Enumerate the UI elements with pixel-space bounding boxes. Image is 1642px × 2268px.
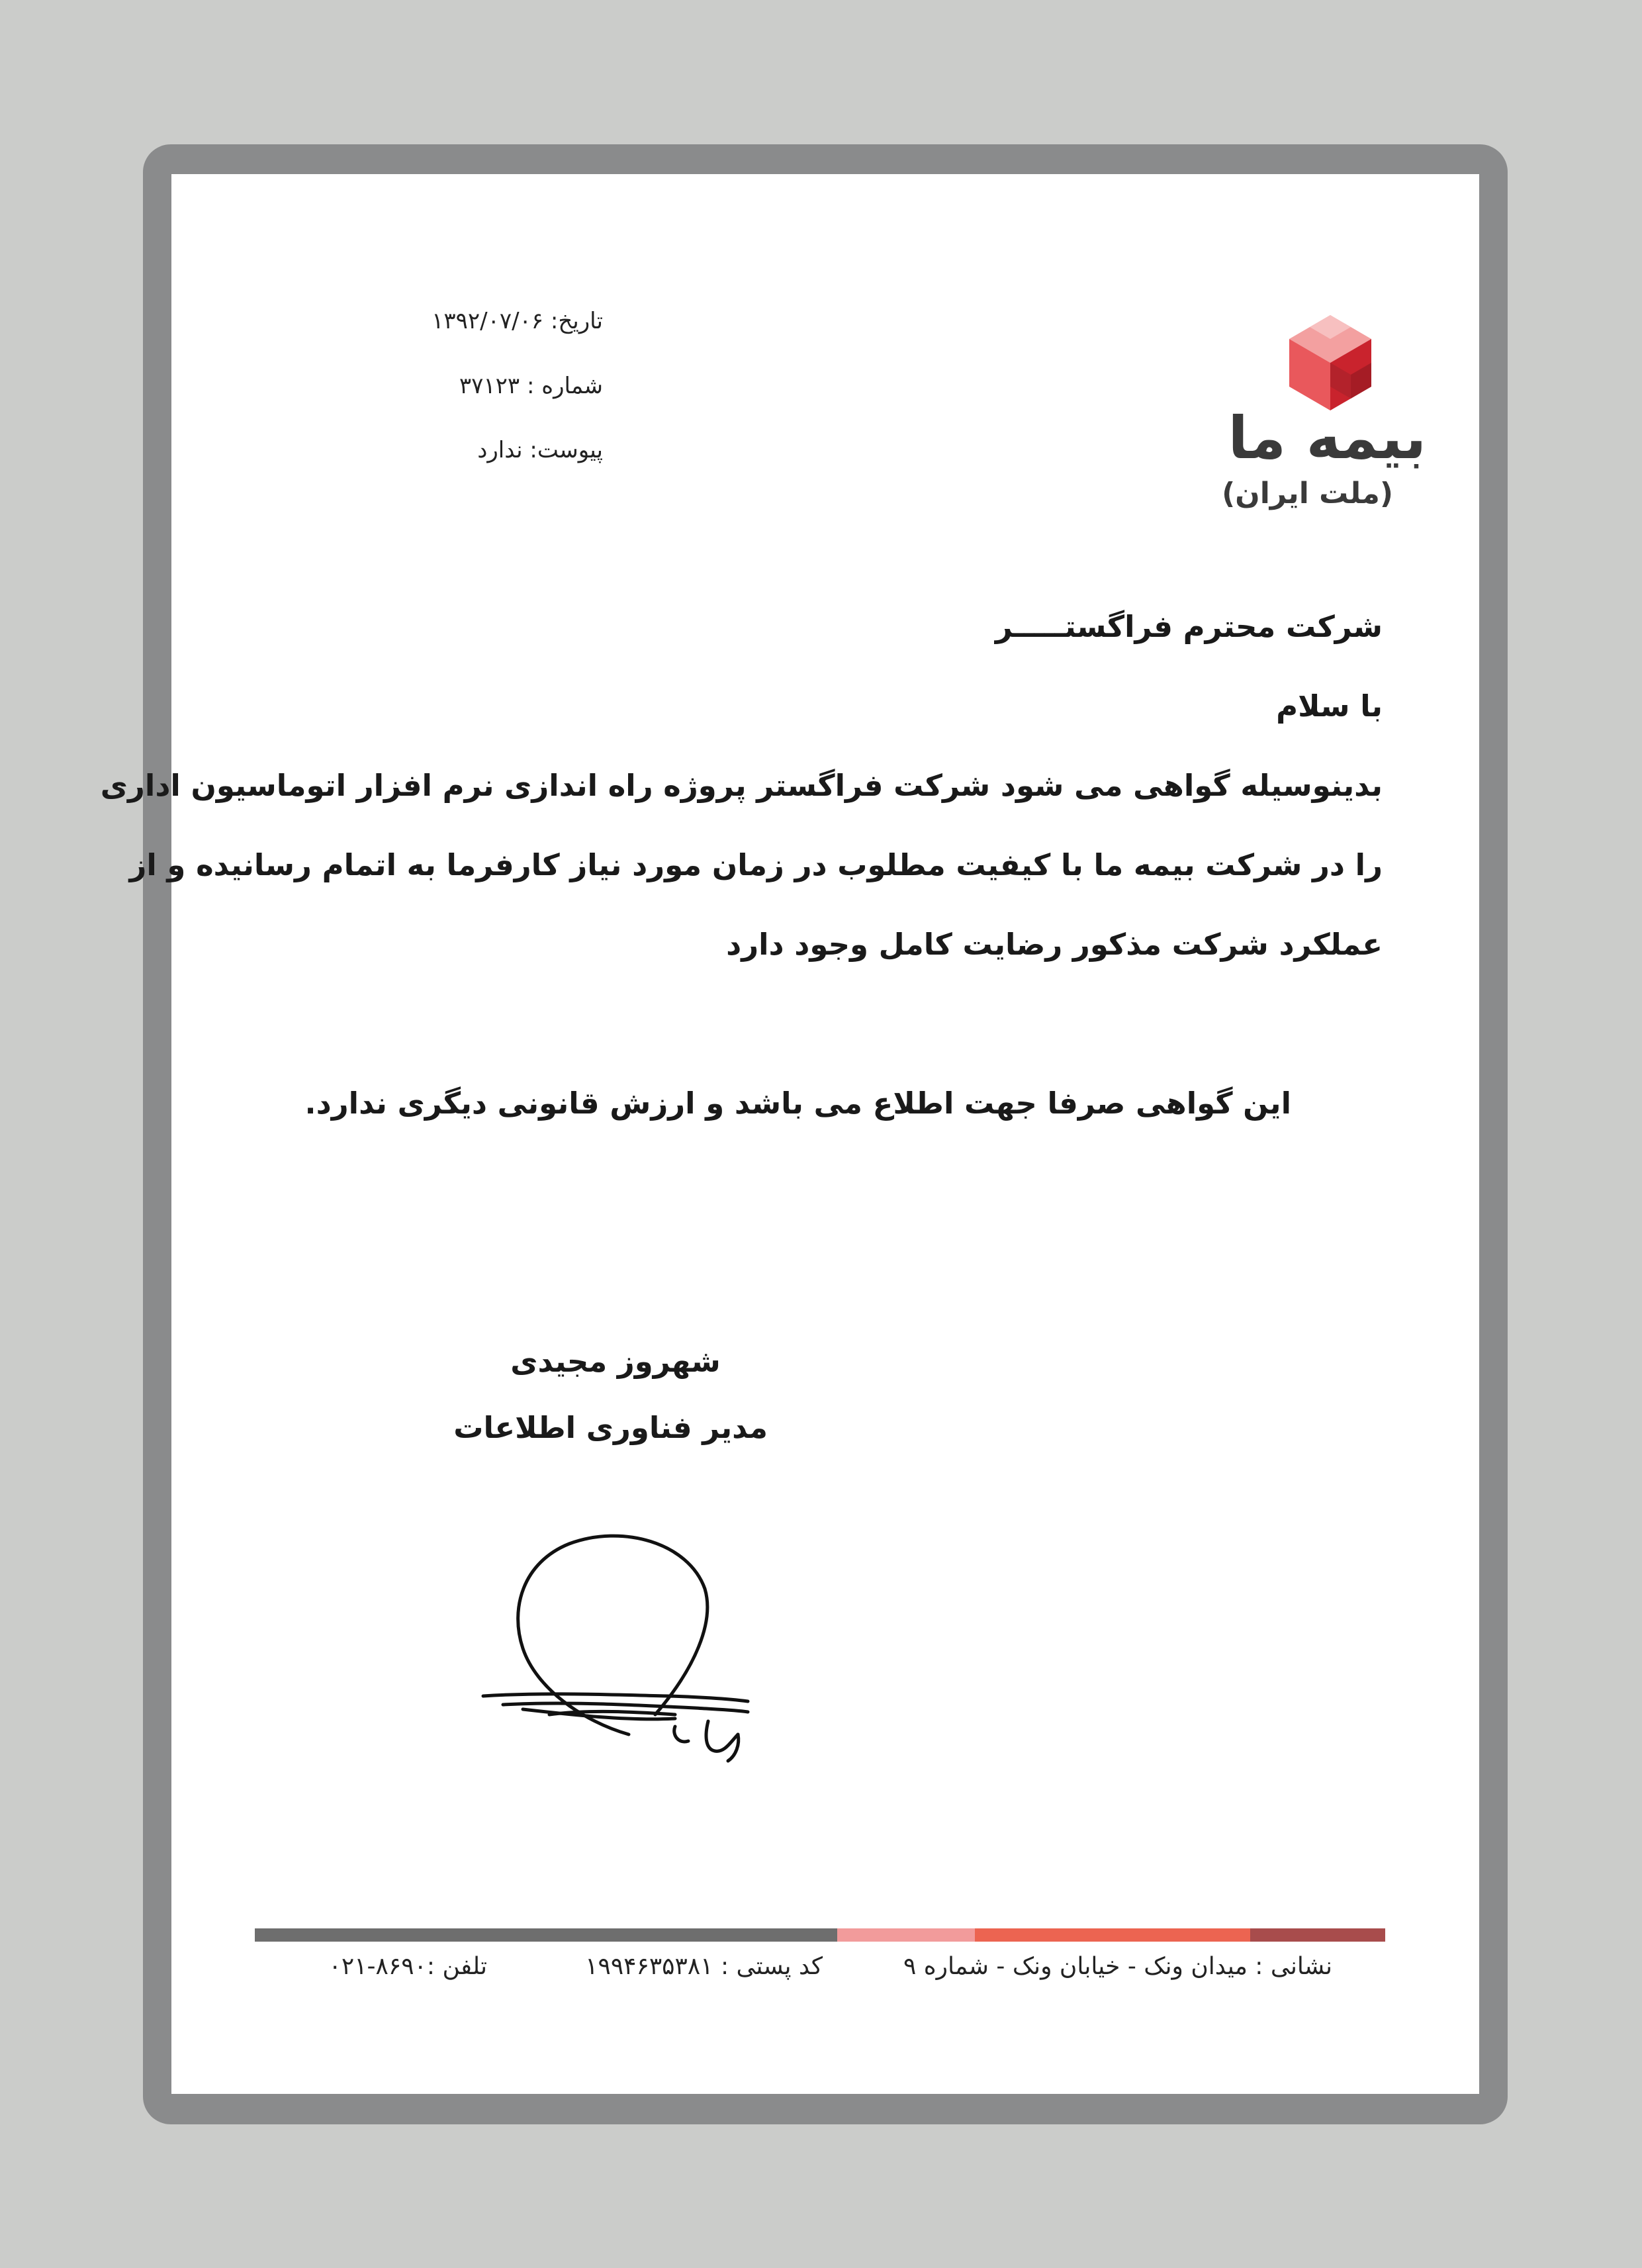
body-line: عملکرد شرکت مذکور رضایت کامل وجود دارد	[726, 927, 1383, 962]
signatory-name: شهروز مجیدی	[510, 1344, 721, 1379]
handwritten-signature	[477, 1516, 761, 1781]
footer-postal-code: کد پستی : ۱۹۹۴۶۳۵۳۸۱	[585, 1953, 823, 1980]
greeting-line: با سلام	[1276, 688, 1383, 724]
bar-segment	[975, 1928, 1250, 1942]
letter-attachment: پیوست: ندارد	[477, 437, 603, 463]
recipient-line: شرکت محترم فراگستـــــر	[995, 609, 1383, 644]
disclaimer-line: این گواهی صرفا جهت اطلاع می باشد و ارزش قانونی دیگری ندارد.	[304, 1086, 1291, 1121]
footer-phone: تلفن :۸۶۹۰-۰۲۱	[328, 1953, 487, 1980]
body-line: را در شرکت بیمه ما با کیفیت مطلوب در زمان مورد نیاز کارفرما به اتمام رسانیده و از	[129, 847, 1383, 882]
logo-subtitle: (ملت ایران)	[1222, 477, 1393, 510]
letter-date: تاریخ: ۱۳۹۲/۰۷/۰۶	[432, 308, 603, 334]
body-line: بدینوسیله گواهی می شود شرکت فراگستر پروژه راه اندازی نرم افزار اتوماسیون اداری	[100, 768, 1383, 803]
footer-address: نشانی : میدان ونک - خیابان ونک - شماره ۹	[903, 1953, 1332, 1980]
bar-segment	[1250, 1928, 1385, 1942]
logo-wordmark: بیمه ما	[1228, 404, 1426, 472]
footer-color-bar	[255, 1928, 1385, 1942]
bar-segment	[255, 1928, 837, 1942]
signatory-title: مدیر فناوری اطلاعات	[453, 1410, 768, 1445]
letter-number: شماره : ۳۷۱۲۳	[459, 373, 603, 399]
bar-segment	[837, 1928, 975, 1942]
